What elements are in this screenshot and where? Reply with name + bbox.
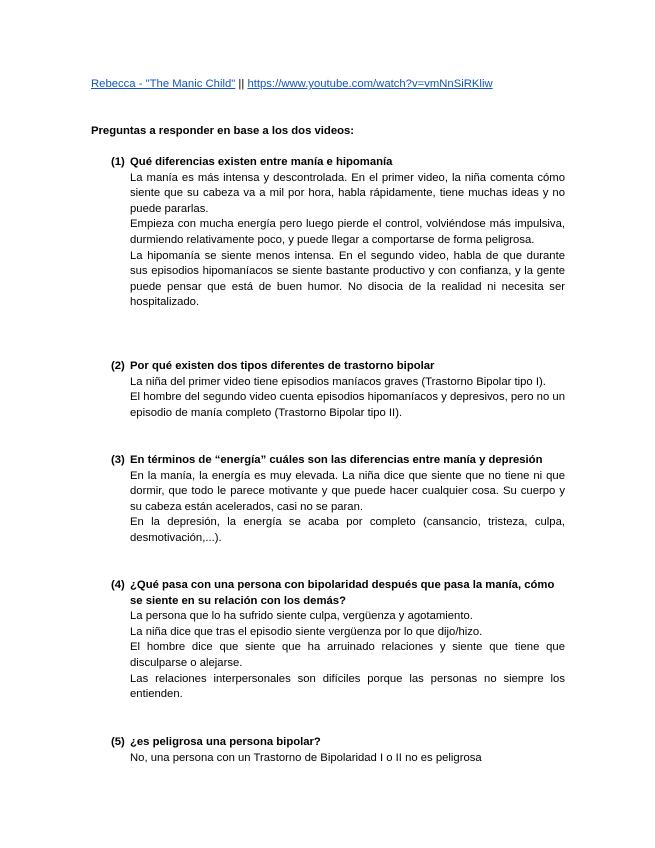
- question-number: (2): [111, 360, 125, 372]
- video-links-line: [91, 77, 493, 92]
- question-title-text: ¿Qué pasa con una persona con bipolaridad después que pasa la manía, cómo se siente en su relación con los demás?: [130, 579, 555, 607]
- answer-paragraph: La hipomanía se siente menos intensa. En el segundo video, habla de que durante sus episodios hipomaníacos se siente bastante productivo y con confianza, y la gente puede pensar que está de buen humor. No disocia de la realidad ni necesita ser hospitalizado.: [130, 249, 565, 309]
- youtube-url-link[interactable]: https://www.youtube.com/watch?v=vmNnSiRKliw: [247, 78, 493, 90]
- question-number: (5): [111, 736, 125, 748]
- video-title-link[interactable]: Rebecca - "The Manic Child": [91, 78, 236, 90]
- answer-paragraph: La niña dice que tras el episodio siente vergüenza por lo que dijo/hizo.: [130, 625, 483, 638]
- answer-body: [130, 171, 565, 311]
- question-number: (4): [111, 579, 125, 591]
- question-title: [111, 735, 565, 751]
- answer-paragraph: No, una persona con un Trastorno de Bipolaridad I o II no es peligrosa: [130, 751, 482, 764]
- answer-paragraph: En la depresión, la energía se acaba por completo (cansancio, tristeza, culpa, desmotivación,...).: [130, 516, 565, 544]
- answer-body: [130, 469, 565, 547]
- answer-body: [130, 375, 565, 422]
- answer-paragraph: La persona que lo ha sufrido siente culpa, vergüenza y agotamiento.: [130, 610, 473, 623]
- question-title-text: Por qué existen dos tipos diferentes de trastorno bipolar: [130, 360, 435, 372]
- question-title-text: Qué diferencias existen entre manía e hipomanía: [130, 156, 393, 168]
- answer-paragraph: Empieza con mucha energía pero luego pierde el control, volviéndose más impulsiva, durmiendo relativamente poco, y puede llegar a comportarse de forma peligrosa.: [130, 218, 565, 246]
- question-title: [111, 155, 565, 171]
- answer-paragraph: En la manía, la energía es muy elevada. La niña dice que siente que no tiene ni que dormir, que todo le parece motivante y que puede hacer cualquier cosa. Su cuerpo y su cabeza están acelerados, casi no se paran.: [130, 469, 565, 513]
- answer-paragraph: La niña del primer video tiene episodios maníacos graves (Trastorno Bipolar tipo I).: [130, 375, 546, 388]
- section-heading: Preguntas a responder en base a los dos videos:: [91, 125, 355, 137]
- answer-body: [130, 751, 565, 767]
- question-title-text: ¿es peligrosa una persona bipolar?: [130, 736, 321, 748]
- question-title: [111, 453, 565, 469]
- answer-paragraph: Las relaciones interpersonales son difíciles porque las personas no siempre los entienden.: [130, 672, 565, 701]
- question-number: (3): [111, 454, 125, 466]
- question-3: [111, 453, 565, 547]
- question-2: [111, 359, 565, 421]
- question-title: [111, 359, 565, 375]
- answer-paragraph: La manía es más intensa y descontrolada. En el primer video, la niña comenta cómo siente que su cabeza va a mil por hora, habla rápidamente, tiene muchas ideas y no puede pararlas.: [130, 171, 565, 215]
- answer-paragraph: El hombre dice que siente que ha arruinado relaciones y siente que tiene que disculparse o alejarse.: [130, 641, 565, 669]
- question-1: [111, 155, 565, 311]
- link-separator: ||: [235, 78, 248, 90]
- question-number: (1): [111, 156, 125, 168]
- answer-paragraph: El hombre del segundo video cuenta episodios hipomaníacos y depresivos, pero no un episodio de manía completo (Trastorno Bipolar tipo II).: [130, 391, 565, 419]
- question-title: [111, 578, 565, 609]
- question-4: [111, 578, 565, 703]
- question-5: [111, 735, 565, 766]
- answer-body: [130, 609, 565, 703]
- question-title-text: En términos de “energía” cuáles son las diferencias entre manía y depresión: [130, 454, 543, 466]
